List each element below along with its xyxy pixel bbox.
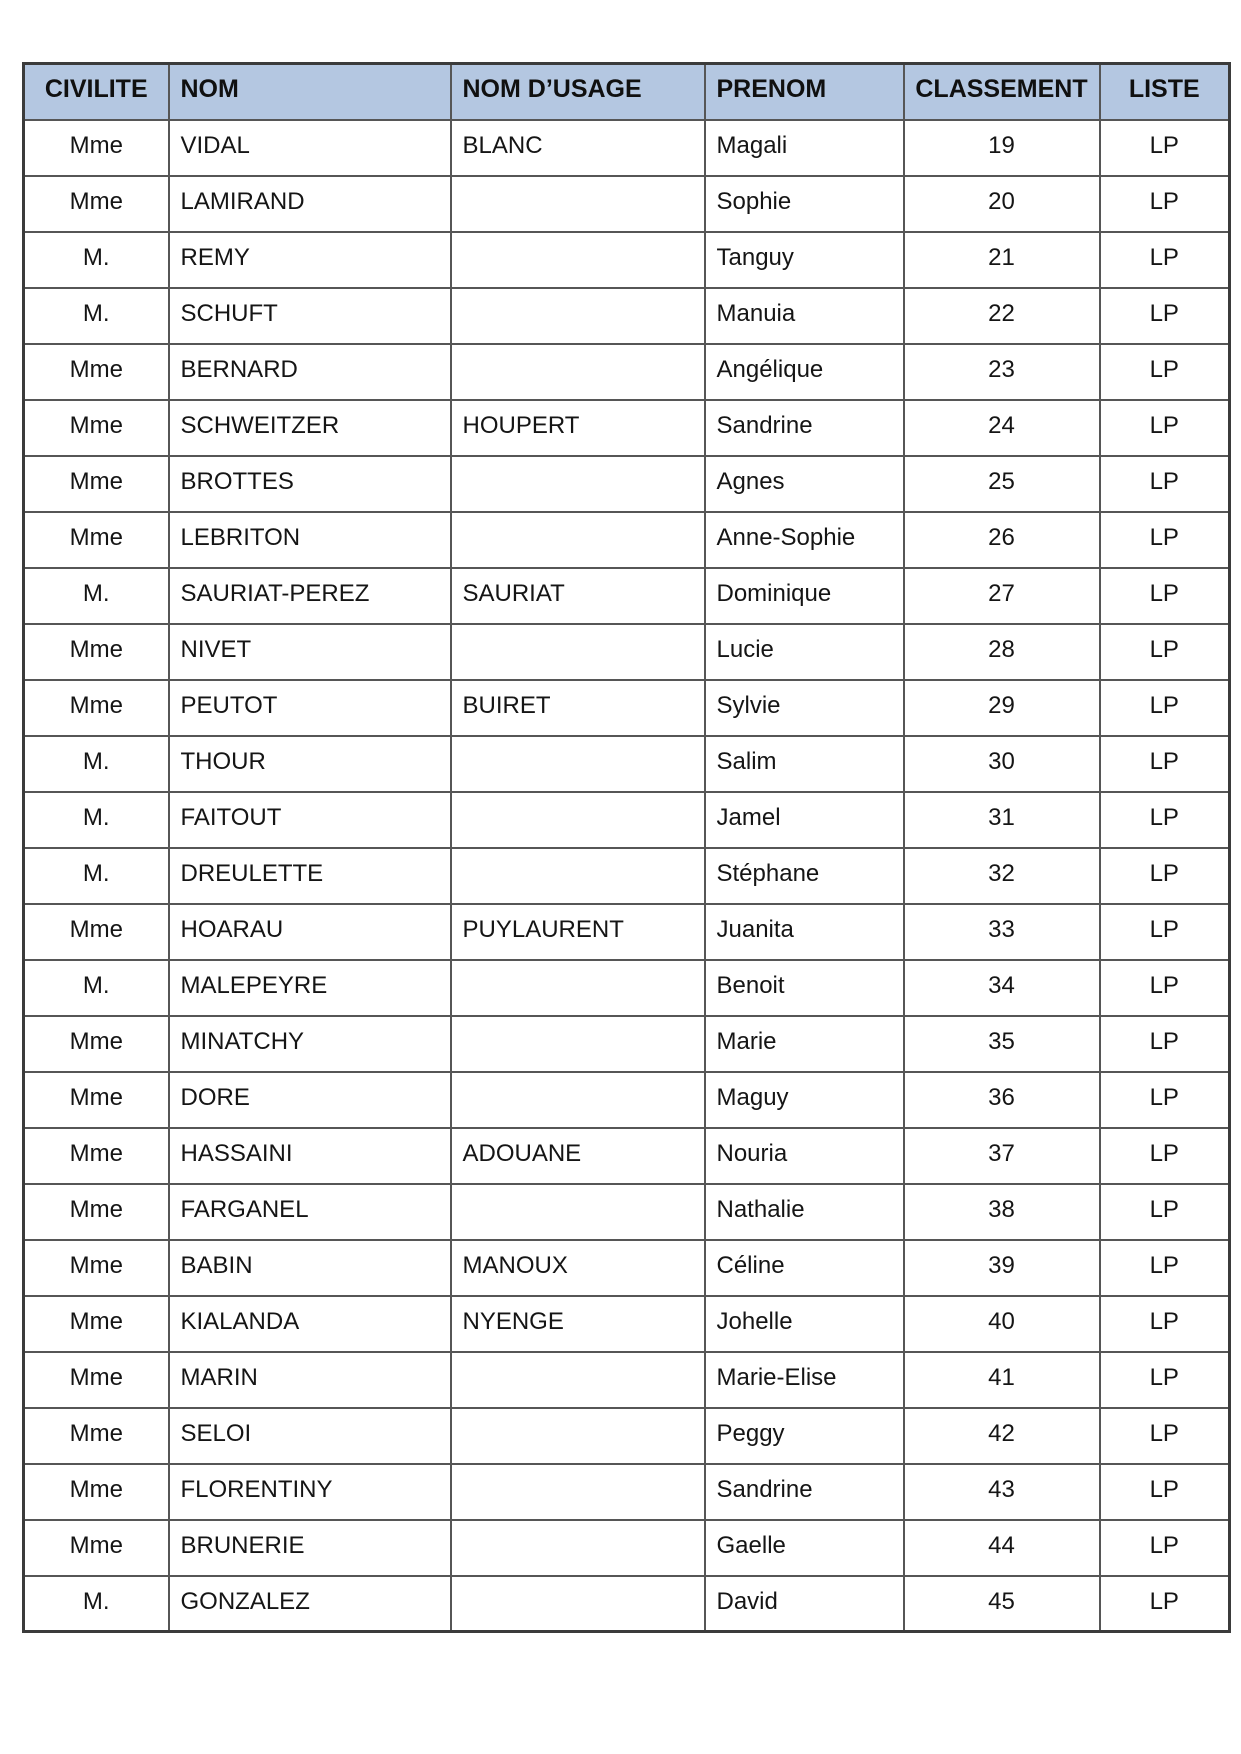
cell-civilite: Mme — [24, 1352, 169, 1408]
cell-prenom: Anne-Sophie — [705, 512, 904, 568]
cell-prenom: Maguy — [705, 1072, 904, 1128]
cell-classement: 24 — [904, 400, 1100, 456]
table-row — [24, 232, 1230, 288]
cell-liste: LP — [1100, 1240, 1230, 1296]
cell-prenom: Salim — [705, 736, 904, 792]
cell-nom: THOUR — [169, 736, 451, 792]
cell-prenom: David — [705, 1576, 904, 1632]
cell-nom-usage — [451, 1520, 705, 1576]
table-row — [24, 1240, 1230, 1296]
table-row — [24, 1184, 1230, 1240]
cell-prenom: Tanguy — [705, 232, 904, 288]
cell-nom: SAURIAT-PEREZ — [169, 568, 451, 624]
cell-nom: NIVET — [169, 624, 451, 680]
cell-classement: 20 — [904, 176, 1100, 232]
table-row — [24, 288, 1230, 344]
cell-nom: BABIN — [169, 1240, 451, 1296]
cell-civilite: M. — [24, 232, 169, 288]
cell-classement: 43 — [904, 1464, 1100, 1520]
cell-civilite: Mme — [24, 400, 169, 456]
table-header-row — [24, 64, 1230, 120]
table-row — [24, 1128, 1230, 1184]
cell-nom: BERNARD — [169, 344, 451, 400]
cell-prenom: Peggy — [705, 1408, 904, 1464]
table-row — [24, 960, 1230, 1016]
cell-nom-usage — [451, 1408, 705, 1464]
cell-nom: KIALANDA — [169, 1296, 451, 1352]
table-row — [24, 120, 1230, 176]
cell-nom: BROTTES — [169, 456, 451, 512]
cell-classement: 36 — [904, 1072, 1100, 1128]
cell-nom: SELOI — [169, 1408, 451, 1464]
table-row — [24, 1072, 1230, 1128]
cell-civilite: Mme — [24, 512, 169, 568]
table-row — [24, 1352, 1230, 1408]
cell-civilite: Mme — [24, 624, 169, 680]
cell-civilite: Mme — [24, 1520, 169, 1576]
table-row — [24, 1296, 1230, 1352]
cell-classement: 30 — [904, 736, 1100, 792]
cell-nom-usage: SAURIAT — [451, 568, 705, 624]
cell-prenom: Dominique — [705, 568, 904, 624]
table-row — [24, 1464, 1230, 1520]
table-row — [24, 736, 1230, 792]
cell-prenom: Agnes — [705, 456, 904, 512]
cell-classement: 25 — [904, 456, 1100, 512]
cell-nom-usage — [451, 1576, 705, 1632]
cell-civilite: Mme — [24, 1128, 169, 1184]
cell-prenom: Angélique — [705, 344, 904, 400]
table-row — [24, 400, 1230, 456]
cell-prenom: Stéphane — [705, 848, 904, 904]
cell-nom-usage — [451, 512, 705, 568]
cell-civilite: M. — [24, 1576, 169, 1632]
column-header-prenom: PRENOM — [705, 64, 904, 120]
cell-nom-usage — [451, 792, 705, 848]
cell-nom-usage — [451, 232, 705, 288]
cell-nom-usage: NYENGE — [451, 1296, 705, 1352]
cell-liste: LP — [1100, 1296, 1230, 1352]
cell-liste: LP — [1100, 344, 1230, 400]
cell-prenom: Sandrine — [705, 400, 904, 456]
table-row — [24, 344, 1230, 400]
cell-classement: 33 — [904, 904, 1100, 960]
cell-liste: LP — [1100, 400, 1230, 456]
cell-prenom: Jamel — [705, 792, 904, 848]
cell-classement: 28 — [904, 624, 1100, 680]
cell-liste: LP — [1100, 232, 1230, 288]
cell-civilite: M. — [24, 288, 169, 344]
cell-civilite: Mme — [24, 456, 169, 512]
cell-civilite: Mme — [24, 176, 169, 232]
cell-prenom: Nouria — [705, 1128, 904, 1184]
cell-classement: 27 — [904, 568, 1100, 624]
cell-classement: 38 — [904, 1184, 1100, 1240]
cell-nom: FAITOUT — [169, 792, 451, 848]
cell-liste: LP — [1100, 1520, 1230, 1576]
cell-nom-usage — [451, 1016, 705, 1072]
cell-nom: MARIN — [169, 1352, 451, 1408]
table-row — [24, 456, 1230, 512]
column-header-liste: LISTE — [1100, 64, 1230, 120]
cell-civilite: Mme — [24, 1016, 169, 1072]
cell-classement: 45 — [904, 1576, 1100, 1632]
cell-liste: LP — [1100, 288, 1230, 344]
cell-liste: LP — [1100, 960, 1230, 1016]
cell-prenom: Marie-Elise — [705, 1352, 904, 1408]
table-row — [24, 1408, 1230, 1464]
cell-prenom: Céline — [705, 1240, 904, 1296]
cell-prenom: Manuia — [705, 288, 904, 344]
cell-nom: DREULETTE — [169, 848, 451, 904]
cell-liste: LP — [1100, 1128, 1230, 1184]
cell-liste: LP — [1100, 176, 1230, 232]
cell-nom-usage — [451, 960, 705, 1016]
cell-civilite: M. — [24, 960, 169, 1016]
cell-prenom: Gaelle — [705, 1520, 904, 1576]
cell-liste: LP — [1100, 1072, 1230, 1128]
table-row — [24, 792, 1230, 848]
cell-liste: LP — [1100, 456, 1230, 512]
results-table — [22, 62, 1231, 1633]
cell-nom: GONZALEZ — [169, 1576, 451, 1632]
column-header-classement: CLASSEMENT — [904, 64, 1100, 120]
cell-civilite: Mme — [24, 1240, 169, 1296]
cell-liste: LP — [1100, 624, 1230, 680]
table-row — [24, 1576, 1230, 1632]
cell-classement: 31 — [904, 792, 1100, 848]
table-row — [24, 680, 1230, 736]
cell-liste: LP — [1100, 736, 1230, 792]
cell-prenom: Sophie — [705, 176, 904, 232]
cell-nom-usage — [451, 848, 705, 904]
table-row — [24, 1520, 1230, 1576]
cell-liste: LP — [1100, 1576, 1230, 1632]
cell-liste: LP — [1100, 568, 1230, 624]
cell-nom-usage: PUYLAURENT — [451, 904, 705, 960]
cell-liste: LP — [1100, 120, 1230, 176]
cell-nom-usage: HOUPERT — [451, 400, 705, 456]
cell-nom-usage — [451, 176, 705, 232]
table-row — [24, 1016, 1230, 1072]
cell-classement: 37 — [904, 1128, 1100, 1184]
cell-nom: LEBRITON — [169, 512, 451, 568]
cell-nom-usage — [451, 1352, 705, 1408]
cell-classement: 34 — [904, 960, 1100, 1016]
cell-nom-usage — [451, 1072, 705, 1128]
cell-classement: 42 — [904, 1408, 1100, 1464]
cell-civilite: Mme — [24, 1464, 169, 1520]
cell-liste: LP — [1100, 1408, 1230, 1464]
cell-classement: 40 — [904, 1296, 1100, 1352]
cell-classement: 22 — [904, 288, 1100, 344]
cell-classement: 21 — [904, 232, 1100, 288]
cell-nom-usage — [451, 736, 705, 792]
cell-prenom: Sylvie — [705, 680, 904, 736]
table-row — [24, 904, 1230, 960]
cell-nom: HOARAU — [169, 904, 451, 960]
cell-nom-usage — [451, 1184, 705, 1240]
column-header-nom-usage: NOM D’USAGE — [451, 64, 705, 120]
cell-civilite: Mme — [24, 904, 169, 960]
cell-liste: LP — [1100, 1352, 1230, 1408]
cell-civilite: Mme — [24, 344, 169, 400]
cell-civilite: Mme — [24, 1072, 169, 1128]
cell-civilite: M. — [24, 848, 169, 904]
table-row — [24, 512, 1230, 568]
table-row — [24, 624, 1230, 680]
cell-nom: LAMIRAND — [169, 176, 451, 232]
cell-nom: MALEPEYRE — [169, 960, 451, 1016]
cell-nom-usage: ADOUANE — [451, 1128, 705, 1184]
cell-nom: HASSAINI — [169, 1128, 451, 1184]
cell-prenom: Marie — [705, 1016, 904, 1072]
cell-nom: SCHWEITZER — [169, 400, 451, 456]
table-row — [24, 176, 1230, 232]
cell-prenom: Benoit — [705, 960, 904, 1016]
column-header-nom: NOM — [169, 64, 451, 120]
cell-nom-usage: BUIRET — [451, 680, 705, 736]
cell-liste: LP — [1100, 1464, 1230, 1520]
column-header-civilite: CIVILITE — [24, 64, 169, 120]
cell-nom: SCHUFT — [169, 288, 451, 344]
cell-nom-usage: BLANC — [451, 120, 705, 176]
cell-nom-usage — [451, 1464, 705, 1520]
cell-classement: 32 — [904, 848, 1100, 904]
cell-prenom: Nathalie — [705, 1184, 904, 1240]
cell-civilite: Mme — [24, 1296, 169, 1352]
cell-liste: LP — [1100, 1016, 1230, 1072]
cell-liste: LP — [1100, 1184, 1230, 1240]
cell-prenom: Sandrine — [705, 1464, 904, 1520]
cell-prenom: Johelle — [705, 1296, 904, 1352]
cell-classement: 44 — [904, 1520, 1100, 1576]
cell-liste: LP — [1100, 792, 1230, 848]
cell-classement: 29 — [904, 680, 1100, 736]
cell-liste: LP — [1100, 848, 1230, 904]
cell-classement: 39 — [904, 1240, 1100, 1296]
cell-classement: 35 — [904, 1016, 1100, 1072]
cell-classement: 19 — [904, 120, 1100, 176]
cell-civilite: M. — [24, 792, 169, 848]
cell-civilite: Mme — [24, 1408, 169, 1464]
cell-nom: MINATCHY — [169, 1016, 451, 1072]
cell-classement: 41 — [904, 1352, 1100, 1408]
cell-civilite: M. — [24, 736, 169, 792]
cell-liste: LP — [1100, 904, 1230, 960]
cell-nom: FLORENTINY — [169, 1464, 451, 1520]
table-row — [24, 568, 1230, 624]
cell-prenom: Juanita — [705, 904, 904, 960]
cell-classement: 26 — [904, 512, 1100, 568]
cell-liste: LP — [1100, 680, 1230, 736]
cell-nom-usage — [451, 344, 705, 400]
cell-civilite: M. — [24, 568, 169, 624]
cell-civilite: Mme — [24, 680, 169, 736]
cell-nom: REMY — [169, 232, 451, 288]
cell-nom-usage — [451, 456, 705, 512]
cell-prenom: Lucie — [705, 624, 904, 680]
cell-nom: BRUNERIE — [169, 1520, 451, 1576]
cell-civilite: Mme — [24, 1184, 169, 1240]
table-row — [24, 848, 1230, 904]
cell-nom-usage: MANOUX — [451, 1240, 705, 1296]
cell-prenom: Magali — [705, 120, 904, 176]
cell-nom-usage — [451, 624, 705, 680]
cell-nom: PEUTOT — [169, 680, 451, 736]
cell-nom: VIDAL — [169, 120, 451, 176]
cell-nom: FARGANEL — [169, 1184, 451, 1240]
cell-classement: 23 — [904, 344, 1100, 400]
cell-civilite: Mme — [24, 120, 169, 176]
cell-nom: DORE — [169, 1072, 451, 1128]
cell-liste: LP — [1100, 512, 1230, 568]
cell-nom-usage — [451, 288, 705, 344]
